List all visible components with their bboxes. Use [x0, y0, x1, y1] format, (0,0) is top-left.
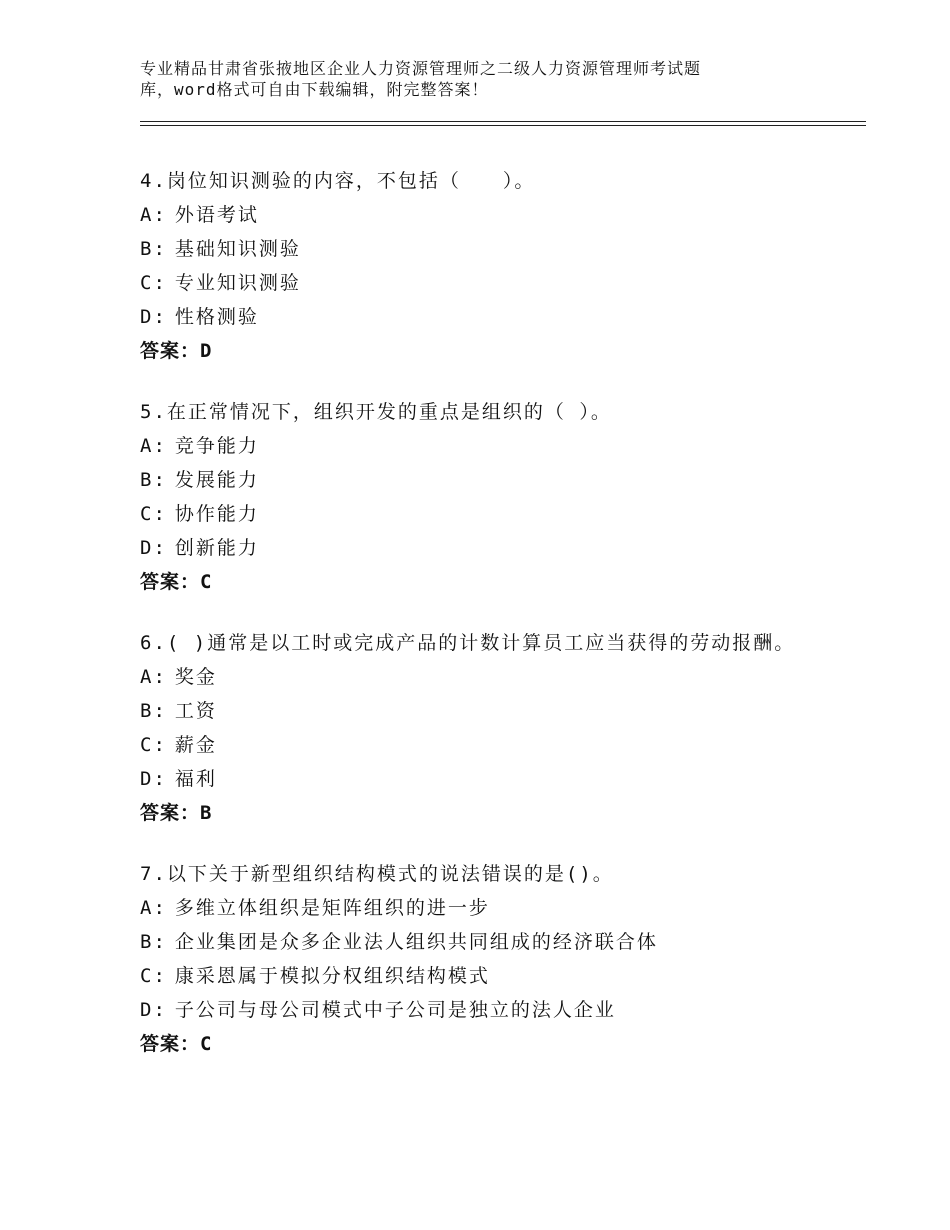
- question-5: [140, 395, 860, 599]
- option-text: 竞争能力: [174, 435, 259, 457]
- question-stem: 6.( )通常是以工时或完成产品的计数计算员工应当获得的劳动报酬。: [140, 632, 796, 654]
- option-c: [140, 497, 860, 531]
- option-letter: A:: [140, 435, 167, 457]
- option-a: [140, 891, 860, 925]
- option-a: [140, 429, 860, 463]
- question-6: [140, 626, 860, 830]
- option-letter: C:: [140, 965, 167, 987]
- option-b: [140, 925, 860, 959]
- option-letter: C:: [140, 734, 167, 756]
- option-text: 创新能力: [174, 537, 259, 559]
- question-stem: 7.以下关于新型组织结构模式的说法错误的是()。: [140, 863, 614, 885]
- option-d: [140, 762, 860, 796]
- option-letter: C:: [140, 272, 167, 294]
- document-header: [140, 58, 780, 100]
- option-c: [140, 266, 860, 300]
- option-b: [140, 694, 860, 728]
- question-4: [140, 164, 860, 368]
- option-text: 康采恩属于模拟分权组织结构模式: [174, 965, 490, 987]
- option-text: 多维立体组织是矩阵组织的进一步: [174, 897, 490, 919]
- option-text: 基础知识测验: [174, 238, 301, 260]
- question-7: [140, 857, 860, 1061]
- option-c: [140, 728, 860, 762]
- option-d: [140, 300, 860, 334]
- option-d: [140, 993, 860, 1027]
- option-a: [140, 198, 860, 232]
- option-text: 福利: [174, 768, 217, 790]
- question-list: [140, 164, 860, 1088]
- option-letter: A:: [140, 897, 167, 919]
- option-letter: A:: [140, 666, 167, 688]
- option-letter: B:: [140, 700, 167, 722]
- option-text: 子公司与母公司模式中子公司是独立的法人企业: [174, 999, 616, 1021]
- option-text: 性格测验: [174, 306, 259, 328]
- option-text: 外语考试: [174, 204, 259, 226]
- option-letter: D:: [140, 999, 167, 1021]
- option-letter: A:: [140, 204, 167, 226]
- option-c: [140, 959, 860, 993]
- option-a: [140, 660, 860, 694]
- answer-line: 答案：C: [140, 571, 213, 593]
- option-letter: D:: [140, 537, 167, 559]
- header-divider-top: [140, 121, 866, 122]
- option-letter: B:: [140, 238, 167, 260]
- option-b: [140, 232, 860, 266]
- header-divider-bottom: [140, 125, 866, 126]
- option-letter: D:: [140, 306, 167, 328]
- answer-line: 答案：B: [140, 802, 213, 824]
- option-text: 协作能力: [174, 503, 259, 525]
- question-stem: 5.在正常情况下，组织开发的重点是组织的（ ）。: [140, 401, 612, 423]
- option-text: 薪金: [174, 734, 217, 756]
- option-d: [140, 531, 860, 565]
- option-text: 发展能力: [174, 469, 259, 491]
- option-letter: D:: [140, 768, 167, 790]
- header-line-2: 库，word格式可自由下载编辑，附完整答案！: [140, 80, 489, 99]
- question-stem: 4.岗位知识测验的内容，不包括（ ）。: [140, 170, 536, 192]
- option-letter: B:: [140, 469, 167, 491]
- answer-line: 答案：D: [140, 340, 213, 362]
- answer-line: 答案：C: [140, 1033, 213, 1055]
- option-b: [140, 463, 860, 497]
- option-text: 工资: [174, 700, 217, 722]
- option-text: 专业知识测验: [174, 272, 301, 294]
- header-line-1: 专业精品甘肃省张掖地区企业人力资源管理师之二级人力资源管理师考试题: [140, 59, 702, 78]
- option-text: 企业集团是众多企业法人组织共同组成的经济联合体: [174, 931, 658, 953]
- option-letter: B:: [140, 931, 167, 953]
- option-letter: C:: [140, 503, 167, 525]
- option-text: 奖金: [174, 666, 217, 688]
